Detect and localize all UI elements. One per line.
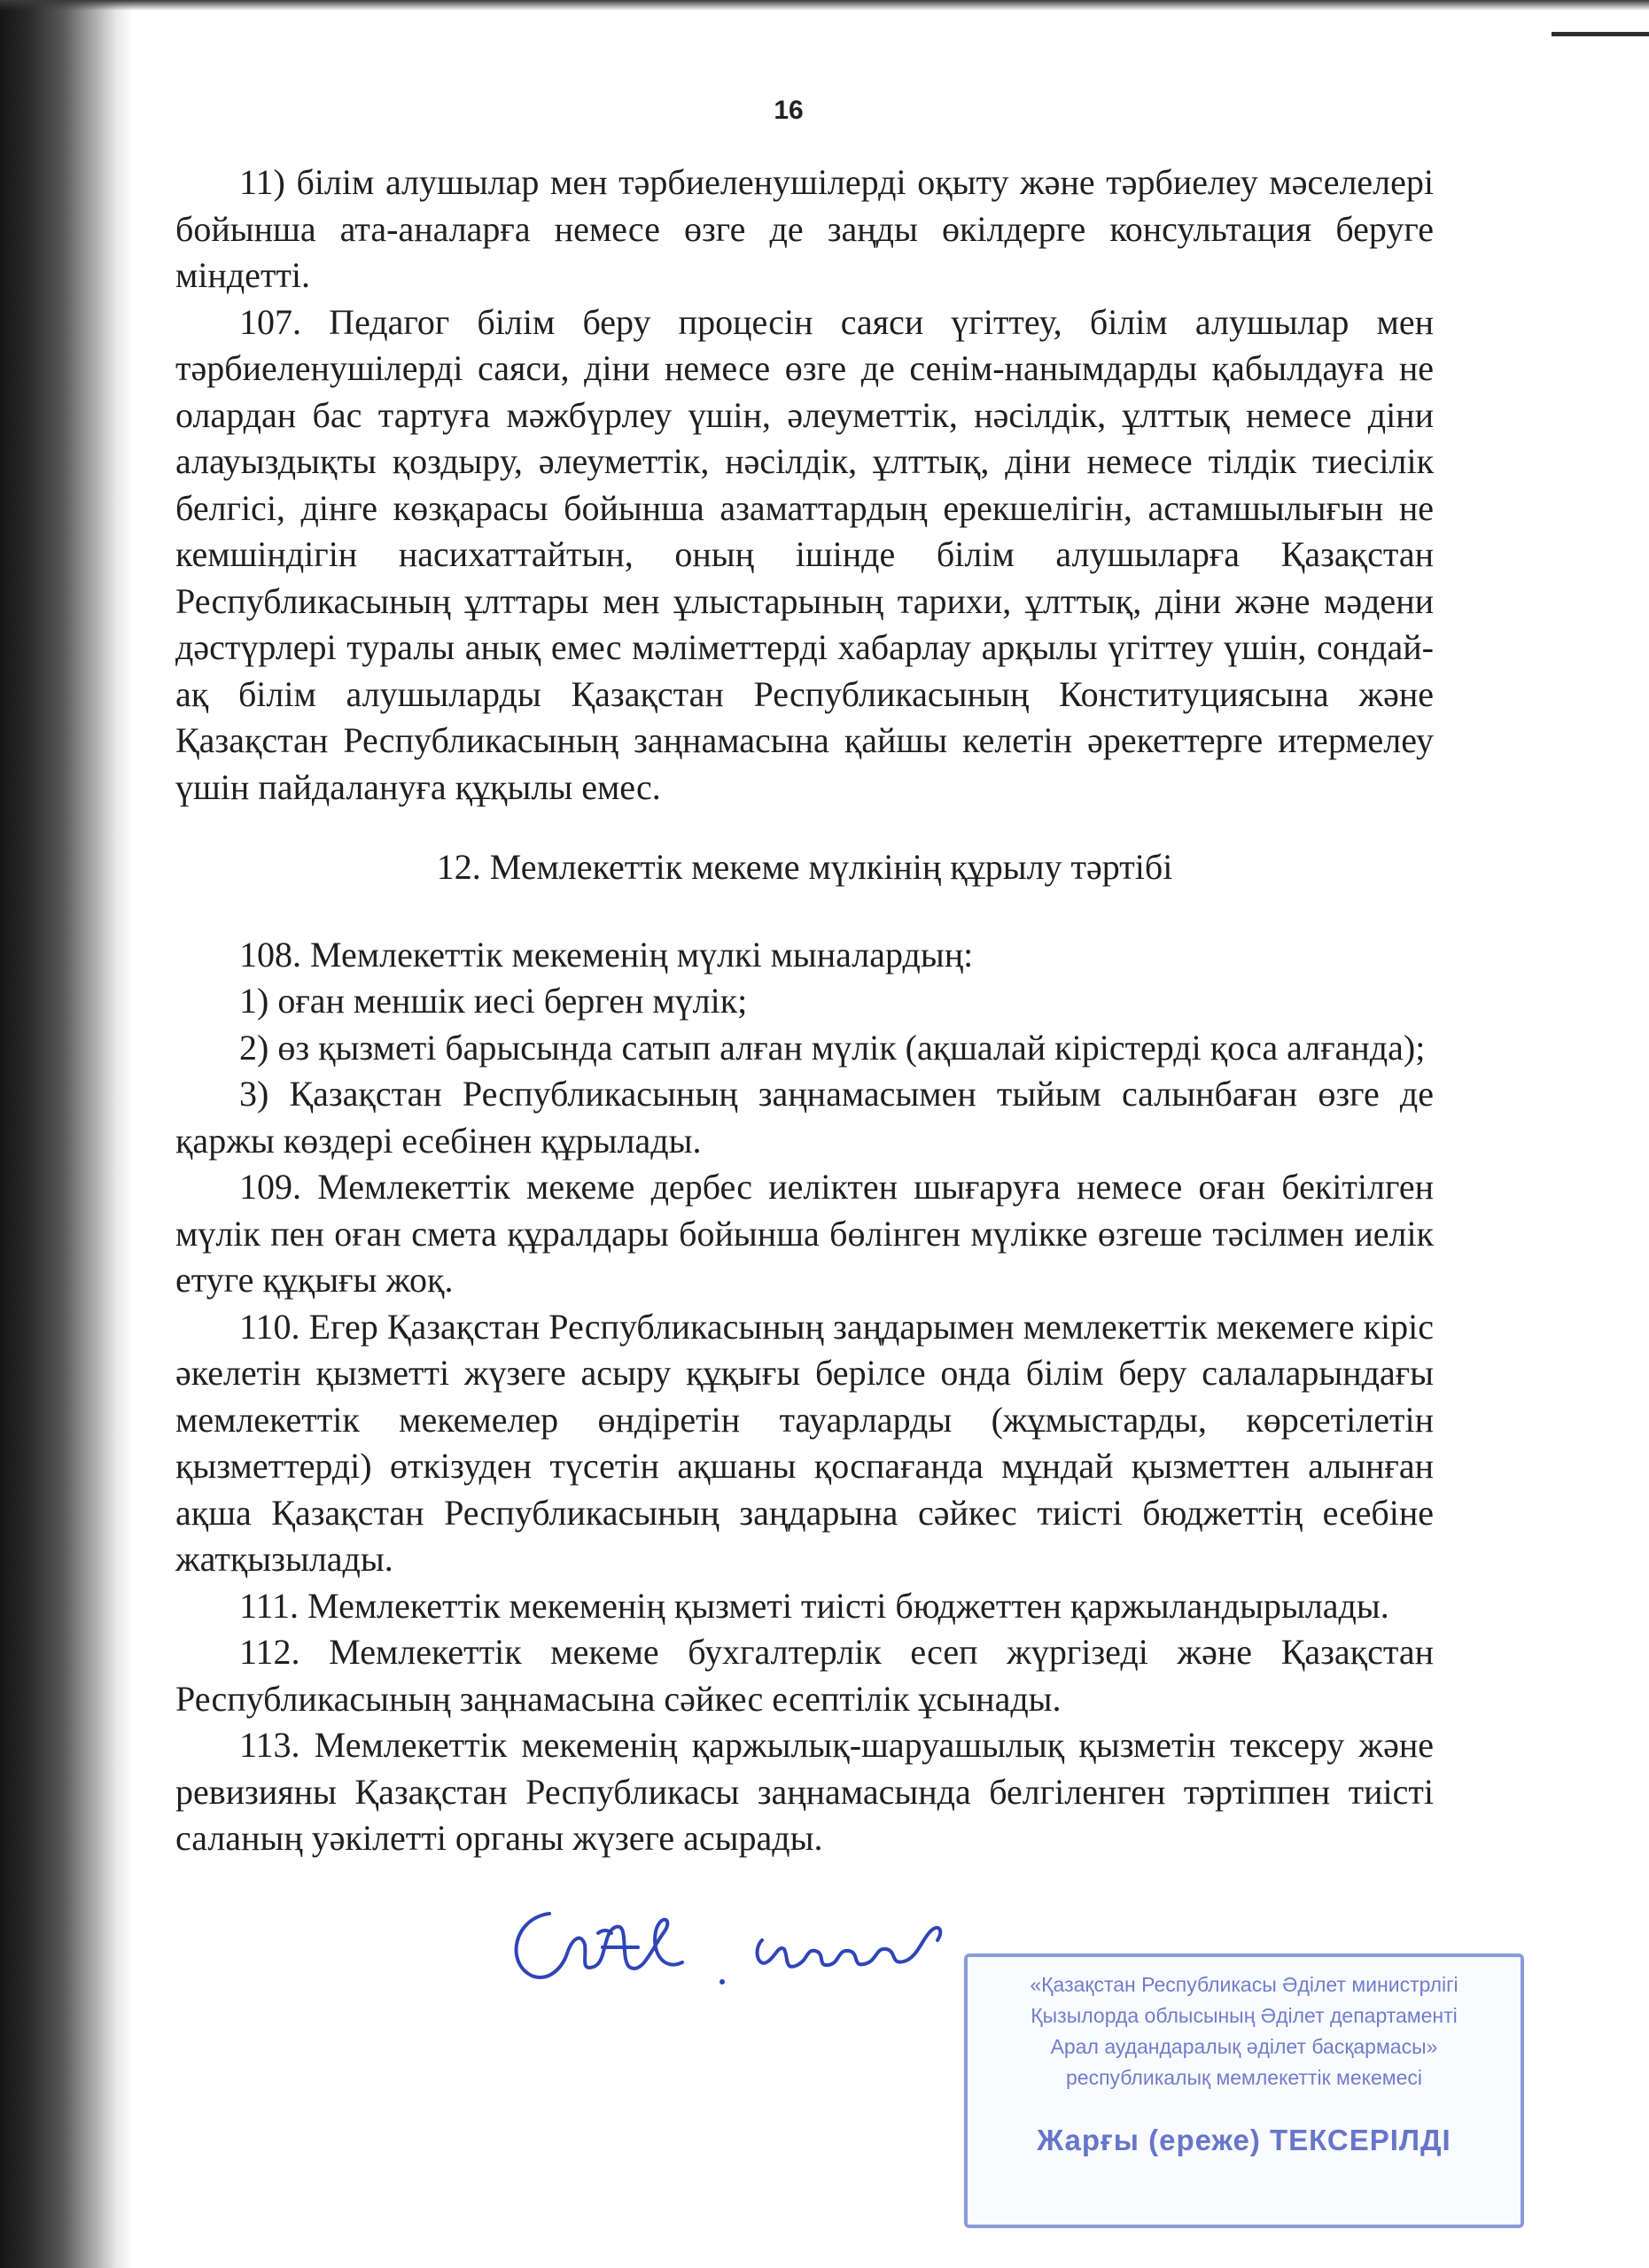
paragraph-108: 108. Мемлекеттік мекеменің мүлкі мыналардың: xyxy=(239,934,974,975)
list-item: 2) өз қызметі барысында сатып алған мүлік (ақшалай кірістерді қоса алғанда); xyxy=(239,1027,1426,1068)
list-item: 1) оған меншік иесі берген мүлік; xyxy=(239,981,748,1021)
paragraph-112: 112. Мемлекеттік мекеме бухгалтерлік есеп жүргізеді және Қазақстан Республикасының заңнамасына сәйкес есептілік ұсынады. xyxy=(175,1632,1434,1719)
paragraph-113: 113. Мемлекеттік мекеменің қаржылық-шаруашылық қызметін тексеру және ревизияны Қазақстан Республикасы заңнамасында белгіленген тәртіппен тиісті саланың уәкілетті органы жүзеге асырады. xyxy=(175,1725,1434,1858)
paragraph-107: 107. Педагог білім беру процесін саяси үгіттеу, білім алушылар мен тәрбиеленушілерді саяси, діни немесе өзге де сенім-нанымдарды қабылдауға не олардан бас тартуға мәжбүрлеу үшін, әлеуметтік, нәсілдік, ұлттық немесе діни алауыздықты қоздыру, әлеуметтік, нәсілдік, ұлттық, діни немесе тілдік тиесілік белгісі, дінге көзқарасы бойынша азаматтардың ерекшелігін, астамшылығын не кемшіндігін насихаттайтын, оның ішінде білім алушыларға Қазақстан Республикасының ұлттары мен ұлыстарының тарихи, ұлттық, діни және мәдени дәстүрлері туралы анық емес мәліметтерді хабарлау арқылы үгіттеу үшін, сондай-ақ білім алушыларды Қазақстан Республикасының Конституциясына және Қазақстан Республикасының заңнамасына қайшы келетін әрекеттерге итермелеу үшін пайдалануға құқылы емес. xyxy=(175,301,1434,807)
page-number: 16 xyxy=(774,96,804,125)
stamp-status: Жарғы (ереже) ТЕКСЕРІЛДІ xyxy=(1037,2124,1451,2156)
verification-stamp xyxy=(964,1953,1524,2228)
stamp-line: республикалық мемлекеттік мекемесі xyxy=(1065,2066,1422,2089)
stamp-line: Арал аудандаралық әділет басқармасы» xyxy=(1050,2035,1438,2058)
list-item: 3) Қазақстан Республикасының заңнамасымен тыйым салынбаған өзге де қаржы көздері есебінен құрылады. xyxy=(175,1074,1434,1161)
paragraph-109: 109. Мемлекеттік мекеме дербес иеліктен шығаруға немесе оған бекітілген мүлік пен оған смета құралдары бойынша бөлінген мүлікке өзгеше тәсілмен иелік етуге құқығы жоқ. xyxy=(175,1167,1434,1300)
scan-edge-shadow xyxy=(0,0,133,2268)
corner-mark xyxy=(1552,0,1649,36)
paragraph-11: 11) білім алушылар мен тәрбиеленушілерді оқыту және тәрбиелеу мәселелері бойынша ата-аналарға немесе өзге де заңды өкілдерге консультация беруге міндетті. xyxy=(175,162,1434,295)
stamp-line: Қызылорда облысының Әділет департаменті xyxy=(1031,2004,1458,2027)
scan-top-edge xyxy=(0,0,1649,11)
section-heading: 12. Мемлекеттік мекеме мүлкінің құрылу тәртібі xyxy=(436,847,1173,887)
document-body xyxy=(175,159,1434,1862)
paragraph-111: 111. Мемлекеттік мекеменің қызметі тиісті бюджеттен қаржыландырылады. xyxy=(239,1585,1389,1626)
handwritten-signature xyxy=(496,1878,957,2002)
stamp-line: «Қазақстан Республикасы Әділет министрлігі xyxy=(1030,1973,1458,1996)
paragraph-110: 110. Егер Қазақстан Республикасының заңдарымен мемлекеттік мекемеге кіріс әкелетін қызметті жүзеге асыру құқығы берілсе онда білім беру салаларындағы мемлекеттік мекемелер өндіретін тауарларды (жұмыстарды, көрсетілетін қызметтерді) өткізуден түсетін ақшаны қоспағанда мұндай қызметтен алынған ақша Қазақстан Республикасының заңдарына сәйкес тиісті бюджеттің есебіне жатқызылады. xyxy=(175,1306,1434,1579)
